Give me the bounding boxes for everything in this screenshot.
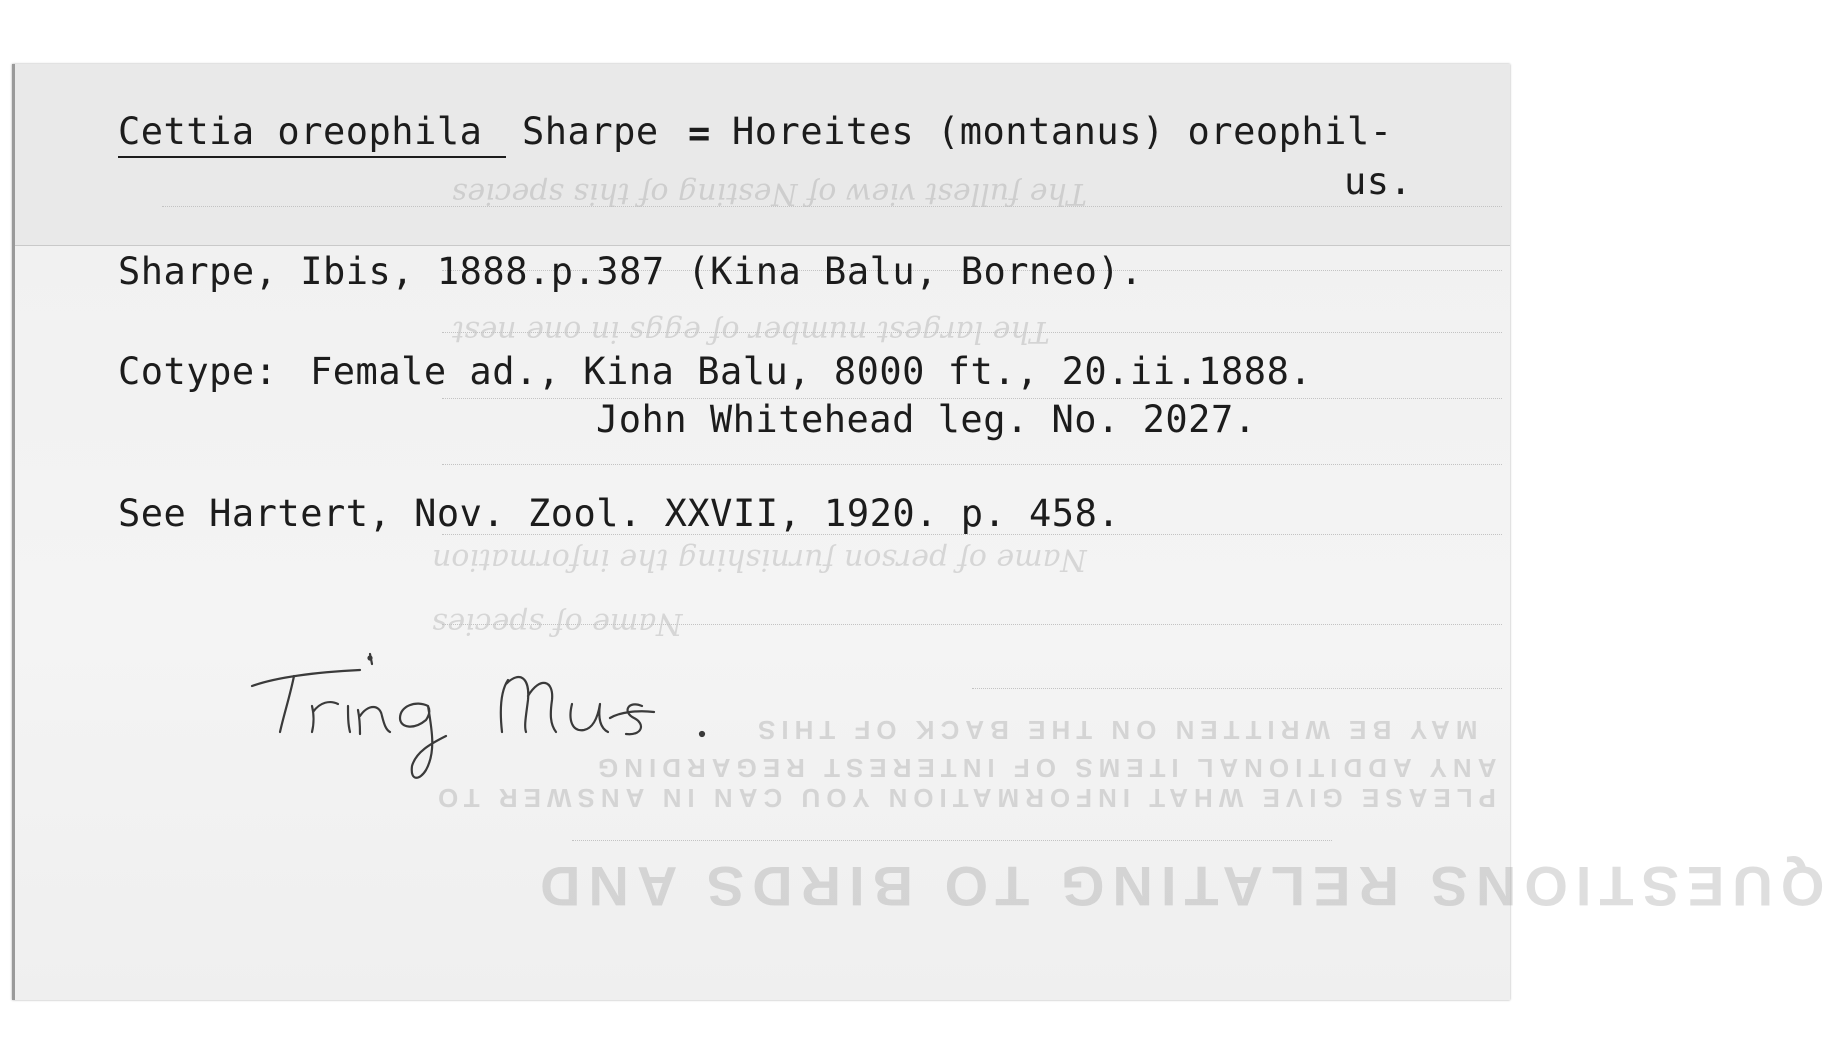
bleed-through-line-f: ANY ADDITIONAL ITEMS OF INTEREST REGARDING xyxy=(592,753,1497,783)
species-author: Sharpe xyxy=(522,110,659,153)
species-name: Cettia oreophila xyxy=(118,110,483,153)
bleed-dotted-line xyxy=(572,840,1332,841)
bleed-dotted-line xyxy=(442,332,1502,333)
bleed-dotted-line xyxy=(442,624,1502,625)
bleed-through-line-c: Name of person furnishing the information xyxy=(432,542,1087,577)
bleed-through-line-h: QUESTIONS RELATING TO BIRDS AND xyxy=(532,855,1824,918)
bleed-dotted-line xyxy=(442,464,1502,465)
cotype-label: Cotype: xyxy=(118,350,278,393)
bleed-through-line-b: The largest number of eggs in one nest xyxy=(452,314,1050,349)
cotype-details-line1: Female ad., Kina Balu, 8000 ft., 20.ii.1888. xyxy=(310,350,1313,393)
synonym-name-line1: Horeites (montanus) oreophil- xyxy=(732,110,1393,153)
bleed-through-line-e: MAY BE WRITTEN ON THE BACK OF THIS xyxy=(752,715,1478,745)
see-also-reference: See Hartert, Nov. Zool. XXVII, 1920. p. 458. xyxy=(118,492,1121,535)
bleed-dotted-line xyxy=(972,688,1502,689)
handwritten-note-tring-mus xyxy=(250,640,730,790)
card-left-edge xyxy=(12,64,15,1000)
bleed-through-line-d: Name of species xyxy=(432,606,683,641)
cotype-details-line2: John Whitehead leg. No. 2027. xyxy=(596,398,1257,441)
bleed-dotted-line xyxy=(162,206,1502,207)
synonym-equals: = xyxy=(688,112,711,155)
card-top-band xyxy=(12,64,1510,246)
bleed-through-line-g: PLEASE GIVE WHAT INFORMATION YOU CAN IN ANSWER TO xyxy=(432,783,1496,813)
species-name-underline xyxy=(118,156,506,158)
original-reference: Sharpe, Ibis, 1888.p.387 (Kina Balu, Borneo). xyxy=(118,250,1143,293)
bleed-through-line-a: The fullest view of Nesting of this species xyxy=(452,176,1087,211)
synonym-name-line2: us. xyxy=(1344,160,1413,203)
